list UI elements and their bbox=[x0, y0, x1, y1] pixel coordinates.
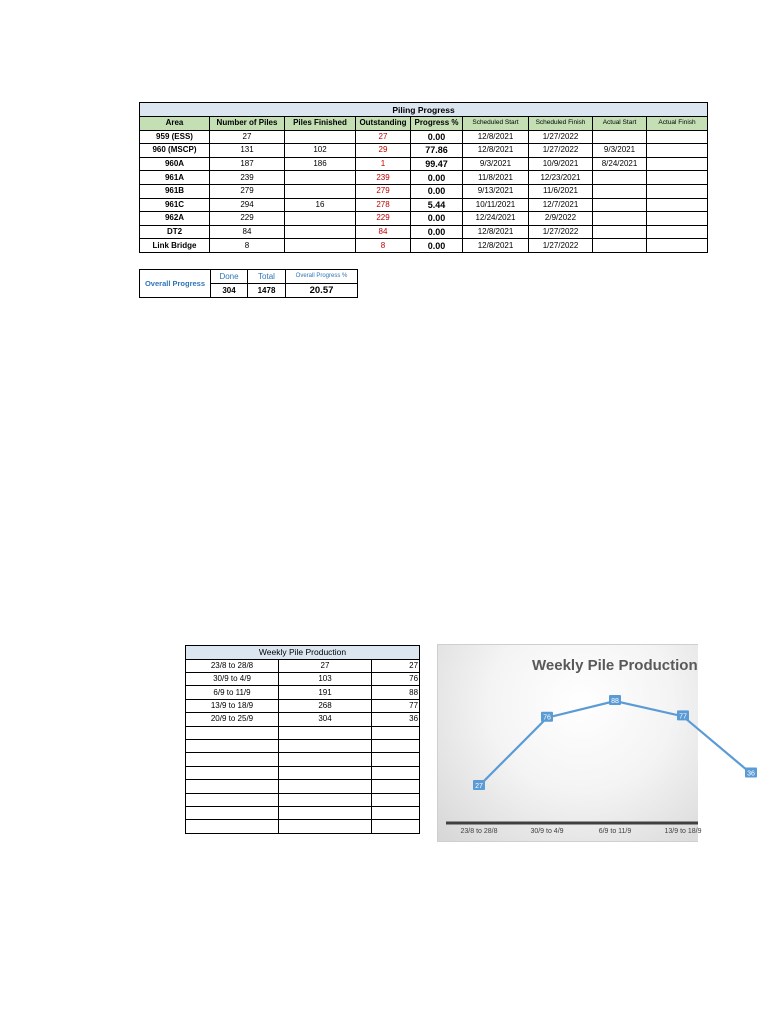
sched-finish-cell: 12/23/2021 bbox=[529, 171, 593, 185]
piling-progress-table bbox=[139, 102, 708, 253]
piles-cell: 239 bbox=[210, 171, 285, 185]
sched-finish-cell: 1/27/2022 bbox=[529, 144, 593, 158]
sched-start-cell: 12/8/2021 bbox=[463, 130, 529, 144]
cumulative-cell: 191 bbox=[279, 686, 372, 699]
empty-cell bbox=[186, 820, 279, 833]
table-row bbox=[186, 659, 420, 672]
finished-cell bbox=[285, 239, 356, 253]
outstanding-cell: 29 bbox=[356, 144, 411, 158]
data-label: 77 bbox=[679, 713, 687, 721]
area-cell: 961C bbox=[140, 198, 210, 212]
finished-cell: 16 bbox=[285, 198, 356, 212]
actual-finish-cell bbox=[647, 130, 708, 144]
piling-title: Piling Progress bbox=[140, 103, 708, 117]
progress-cell: 0.00 bbox=[411, 212, 463, 226]
sched-finish-cell: 12/7/2021 bbox=[529, 198, 593, 212]
cumulative-cell: 304 bbox=[279, 713, 372, 726]
finished-cell bbox=[285, 184, 356, 198]
overall-pct-header: Overall Progress % bbox=[286, 270, 358, 284]
area-cell: 962A bbox=[140, 212, 210, 226]
empty-cell bbox=[279, 739, 372, 752]
done-value: 304 bbox=[211, 284, 248, 298]
column-header: Piles Finished bbox=[285, 117, 356, 131]
table-row bbox=[140, 144, 708, 158]
empty-cell bbox=[279, 753, 372, 766]
sched-finish-cell: 10/9/2021 bbox=[529, 157, 593, 171]
done-header: Done bbox=[211, 270, 248, 284]
area-cell: 961B bbox=[140, 184, 210, 198]
sched-start-cell: 9/3/2021 bbox=[463, 157, 529, 171]
sched-finish-cell: 1/27/2022 bbox=[529, 239, 593, 253]
empty-cell bbox=[186, 766, 279, 779]
column-header: Scheduled Finish bbox=[529, 117, 593, 131]
empty-row bbox=[186, 793, 420, 806]
x-tick-label: 6/9 to 11/9 bbox=[598, 828, 632, 835]
empty-cell bbox=[186, 726, 279, 739]
piles-cell: 27 bbox=[210, 130, 285, 144]
actual-finish-cell bbox=[647, 144, 708, 158]
sched-finish-cell: 2/9/2022 bbox=[529, 212, 593, 226]
week-cell: 23/8 to 28/8 bbox=[186, 659, 279, 672]
empty-row bbox=[186, 753, 420, 766]
empty-row bbox=[186, 780, 420, 793]
actual-start-cell bbox=[593, 130, 647, 144]
empty-cell bbox=[372, 726, 420, 739]
table-row bbox=[140, 212, 708, 226]
finished-cell bbox=[285, 225, 356, 239]
weekly-title: Weekly Pile Production bbox=[186, 646, 420, 660]
area-cell: 961A bbox=[140, 171, 210, 185]
overall-pct-value: 20.57 bbox=[286, 284, 358, 298]
actual-finish-cell bbox=[647, 184, 708, 198]
actual-start-cell bbox=[593, 225, 647, 239]
weekly-count-cell: 27 bbox=[372, 659, 420, 672]
outstanding-cell: 278 bbox=[356, 198, 411, 212]
empty-cell bbox=[186, 793, 279, 806]
column-header: Progress % bbox=[411, 117, 463, 131]
actual-finish-cell bbox=[647, 198, 708, 212]
empty-cell bbox=[186, 806, 279, 819]
empty-cell bbox=[372, 806, 420, 819]
empty-cell bbox=[372, 739, 420, 752]
week-cell: 13/9 to 18/9 bbox=[186, 699, 279, 712]
area-cell: Link Bridge bbox=[140, 239, 210, 253]
sched-finish-cell: 1/27/2022 bbox=[529, 225, 593, 239]
empty-cell bbox=[279, 820, 372, 833]
progress-cell: 0.00 bbox=[411, 239, 463, 253]
piles-cell: 279 bbox=[210, 184, 285, 198]
column-header: Actual Finish bbox=[647, 117, 708, 131]
piles-cell: 84 bbox=[210, 225, 285, 239]
table-row bbox=[140, 130, 708, 144]
cumulative-cell: 27 bbox=[279, 659, 372, 672]
table-row bbox=[186, 672, 420, 685]
actual-finish-cell bbox=[647, 171, 708, 185]
progress-cell: 99.47 bbox=[411, 157, 463, 171]
sched-finish-cell: 11/6/2021 bbox=[529, 184, 593, 198]
column-header: Outstanding bbox=[356, 117, 411, 131]
column-header: Area bbox=[140, 117, 210, 131]
week-cell: 6/9 to 11/9 bbox=[186, 686, 279, 699]
progress-cell: 77.86 bbox=[411, 144, 463, 158]
empty-row bbox=[186, 806, 420, 819]
actual-start-cell bbox=[593, 212, 647, 226]
x-tick-label: 13/9 to 18/9 bbox=[664, 828, 702, 835]
weekly-production-table bbox=[185, 645, 420, 834]
empty-cell bbox=[186, 753, 279, 766]
sched-start-cell: 11/8/2021 bbox=[463, 171, 529, 185]
actual-start-cell bbox=[593, 171, 647, 185]
area-cell: 960 (MSCP) bbox=[140, 144, 210, 158]
weekly-count-cell: 88 bbox=[372, 686, 420, 699]
sched-start-cell: 12/24/2021 bbox=[463, 212, 529, 226]
actual-finish-cell bbox=[647, 212, 708, 226]
empty-cell bbox=[186, 739, 279, 752]
area-cell: 960A bbox=[140, 157, 210, 171]
empty-cell bbox=[279, 793, 372, 806]
outstanding-cell: 229 bbox=[356, 212, 411, 226]
table-row bbox=[140, 198, 708, 212]
sched-start-cell: 10/11/2021 bbox=[463, 198, 529, 212]
week-cell: 20/9 to 25/9 bbox=[186, 713, 279, 726]
empty-row bbox=[186, 766, 420, 779]
finished-cell: 186 bbox=[285, 157, 356, 171]
table-row bbox=[140, 157, 708, 171]
table-row bbox=[186, 686, 420, 699]
progress-cell: 0.00 bbox=[411, 225, 463, 239]
overall-progress-table bbox=[139, 269, 358, 298]
area-cell: DT2 bbox=[140, 225, 210, 239]
progress-cell: 5.44 bbox=[411, 198, 463, 212]
column-header: Number of Piles bbox=[210, 117, 285, 131]
table-row bbox=[140, 225, 708, 239]
empty-cell bbox=[279, 766, 372, 779]
column-header: Actual Start bbox=[593, 117, 647, 131]
weekly-count-cell: 36 bbox=[372, 713, 420, 726]
table-row bbox=[140, 239, 708, 253]
series-line bbox=[479, 701, 751, 786]
outstanding-cell: 239 bbox=[356, 171, 411, 185]
progress-cell: 0.00 bbox=[411, 184, 463, 198]
piles-cell: 187 bbox=[210, 157, 285, 171]
empty-cell bbox=[186, 780, 279, 793]
actual-finish-cell bbox=[647, 157, 708, 171]
outstanding-cell: 27 bbox=[356, 130, 411, 144]
cumulative-cell: 103 bbox=[279, 672, 372, 685]
x-tick-label: 23/8 to 28/8 bbox=[460, 828, 498, 835]
data-label: 27 bbox=[475, 783, 483, 790]
empty-cell bbox=[279, 780, 372, 793]
total-value: 1478 bbox=[248, 284, 286, 298]
piles-cell: 294 bbox=[210, 198, 285, 212]
progress-cell: 0.00 bbox=[411, 171, 463, 185]
piles-cell: 131 bbox=[210, 144, 285, 158]
actual-start-cell bbox=[593, 239, 647, 253]
table-row bbox=[140, 171, 708, 185]
sched-start-cell: 12/8/2021 bbox=[463, 144, 529, 158]
data-label: 88 bbox=[611, 698, 619, 705]
empty-cell bbox=[279, 726, 372, 739]
finished-cell bbox=[285, 171, 356, 185]
outstanding-cell: 1 bbox=[356, 157, 411, 171]
finished-cell bbox=[285, 212, 356, 226]
cumulative-cell: 268 bbox=[279, 699, 372, 712]
progress-cell: 0.00 bbox=[411, 130, 463, 144]
table-row bbox=[186, 699, 420, 712]
empty-row bbox=[186, 739, 420, 752]
piles-cell: 229 bbox=[210, 212, 285, 226]
actual-start-cell bbox=[593, 198, 647, 212]
actual-start-cell: 8/24/2021 bbox=[593, 157, 647, 171]
empty-cell bbox=[372, 753, 420, 766]
overall-progress-label: Overall Progress bbox=[140, 270, 211, 298]
week-cell: 30/9 to 4/9 bbox=[186, 672, 279, 685]
empty-cell bbox=[372, 766, 420, 779]
actual-finish-cell bbox=[647, 225, 708, 239]
column-header: Scheduled Start bbox=[463, 117, 529, 131]
weekly-count-cell: 76 bbox=[372, 672, 420, 685]
empty-cell bbox=[279, 806, 372, 819]
weekly-count-cell: 77 bbox=[372, 699, 420, 712]
weekly-production-chart bbox=[437, 644, 755, 842]
data-label: 76 bbox=[543, 714, 551, 722]
outstanding-cell: 8 bbox=[356, 239, 411, 253]
empty-cell bbox=[372, 820, 420, 833]
sched-start-cell: 12/8/2021 bbox=[463, 225, 529, 239]
actual-start-cell: 9/3/2021 bbox=[593, 144, 647, 158]
table-row bbox=[140, 184, 708, 198]
sched-start-cell: 9/13/2021 bbox=[463, 184, 529, 198]
sched-start-cell: 12/8/2021 bbox=[463, 239, 529, 253]
area-cell: 959 (ESS) bbox=[140, 130, 210, 144]
actual-start-cell bbox=[593, 184, 647, 198]
finished-cell bbox=[285, 130, 356, 144]
outstanding-cell: 84 bbox=[356, 225, 411, 239]
outstanding-cell: 279 bbox=[356, 184, 411, 198]
table-row bbox=[186, 713, 420, 726]
data-label: 36 bbox=[747, 770, 755, 778]
empty-cell bbox=[372, 793, 420, 806]
chart-title: Weekly Pile Production bbox=[532, 657, 698, 674]
empty-cell bbox=[372, 780, 420, 793]
actual-finish-cell bbox=[647, 239, 708, 253]
total-header: Total bbox=[248, 270, 286, 284]
sched-finish-cell: 1/27/2022 bbox=[529, 130, 593, 144]
x-tick-label: 30/9 to 4/9 bbox=[530, 828, 564, 835]
finished-cell: 102 bbox=[285, 144, 356, 158]
empty-row bbox=[186, 820, 420, 833]
piles-cell: 8 bbox=[210, 239, 285, 253]
empty-row bbox=[186, 726, 420, 739]
